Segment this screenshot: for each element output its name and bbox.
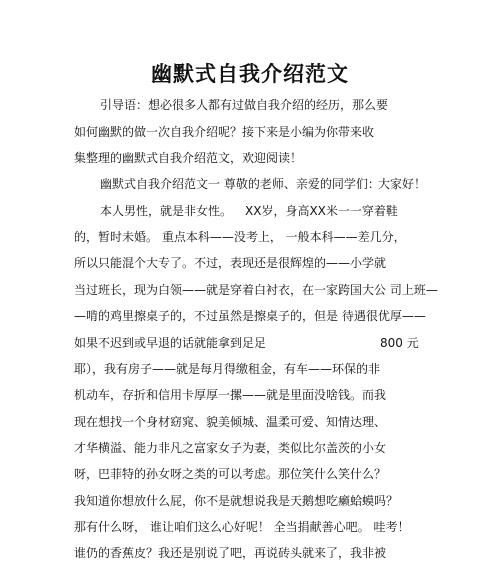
document-title: 幽默式自我介绍范文 (151, 62, 349, 86)
line-text: 的，暂时未婚。 重点本科——没考上， 一般本科——差几分， (74, 230, 406, 244)
line-text: 才华横溢、能力非凡之富家女子为妻，类似比尔盖茨的小女 (74, 441, 387, 455)
line-text: 当过班长，现为白领——就是穿着白衬衣，在一家跨国大公 司上班— (74, 283, 438, 297)
line-text: 现在想找一个身材窈窕、貌美倾城、温柔可爱、知情达理、 (74, 415, 387, 429)
line-text: XX岁，身高XX米一一穿着鞋 (245, 204, 398, 218)
line-text: 引导语：想必很多人都有过做自我介绍的经历，那么要 (100, 98, 389, 112)
paragraph-line (0, 122, 500, 142)
paragraph-line (0, 359, 500, 379)
line-text: 如果不迟到或早退的话就能拿到足足 (74, 336, 267, 350)
line-text: 所以只能混个大专了。不过，表现还是很辉煌的——小学就 (74, 256, 387, 270)
line-text: 耶），我有房子——就是每月得缴租金，有车——环保的非 (74, 362, 381, 376)
paragraph-line (0, 253, 500, 273)
line-text: 谁仍的香蕉皮？我还是别说了吧，再说砖头就来了，我非被 (74, 546, 387, 560)
paragraph-line (0, 517, 500, 537)
paragraph-line (0, 201, 500, 221)
line-text: 如何幽默的做一次自我介绍呢？接下来是小编为你带来收 (74, 125, 375, 139)
paragraph-line (0, 543, 500, 563)
paragraph-line (0, 148, 500, 168)
line-text: 800 元 (380, 336, 419, 350)
line-text: 我知道你想放什么屁，你不是就想说我是天鹅想吃癞蛤蟆吗？ (74, 494, 399, 508)
line-text: —啃的鸡里擦桌子的，不过虽然是擦桌子的，但是 待遇很优厚—— (74, 309, 426, 323)
paragraph-line (0, 333, 500, 353)
paragraph-line (0, 385, 500, 405)
paragraph-line (0, 438, 500, 458)
line-text: 本人男性，就是非女性。 (100, 204, 233, 218)
line-text: 机动车，存折和信用卡厚厚一摞——就是里面没啥钱。而我 (74, 388, 387, 402)
paragraph-line (0, 227, 500, 247)
line-text: 呀，巴菲特的孙女呀之类的可以考虑。那位笑什么笑什么？ (74, 467, 387, 481)
paragraph-line (0, 464, 500, 484)
paragraph-line (0, 95, 500, 115)
paragraph-line (0, 306, 500, 326)
line-text: 集整理的幽默式自我介绍范文，欢迎阅读！ (74, 151, 303, 165)
paragraph-line (0, 412, 500, 432)
paragraph-line (0, 491, 500, 511)
paragraph-line (0, 174, 500, 194)
paragraph-line (0, 280, 500, 300)
line-text: 大家好！ (378, 177, 427, 191)
line-text: 幽默式自我介绍范文一 尊敬的老师、亲爱的同学们： (100, 177, 380, 191)
line-text: 那有什么呀， 谁让咱们这么心好呢！ 全当捐献善心吧。 哇考！ (74, 520, 410, 534)
